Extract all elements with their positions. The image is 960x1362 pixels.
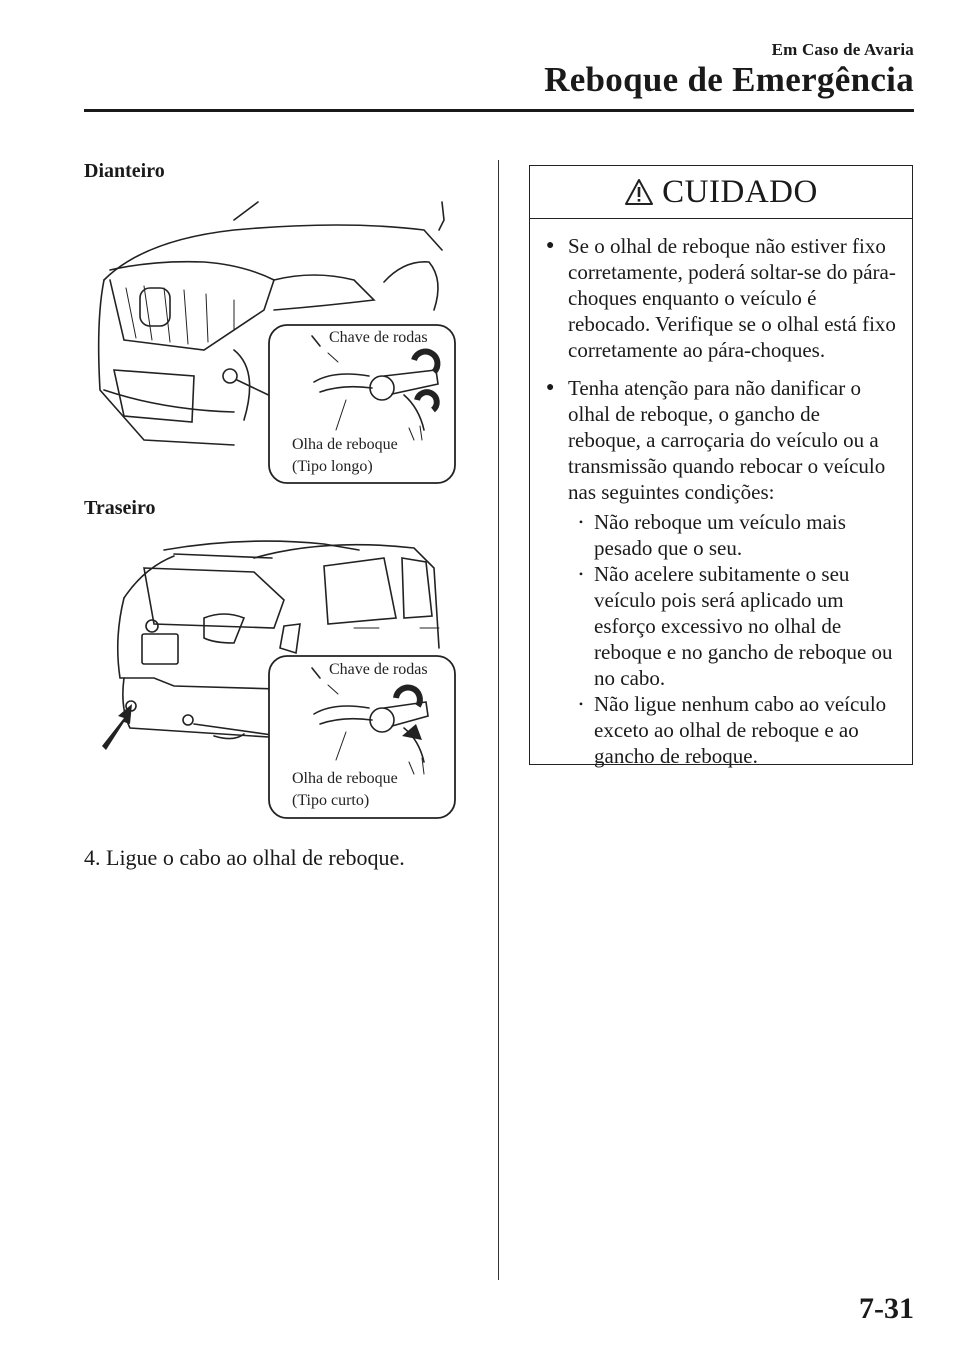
caution-item-text: Tenha atenção para não danificar o olhal de reboque, o gancho de reboque, a carroçaria do veículo ou a transmissão quando rebocar o veículo nas seguintes condições: bbox=[568, 376, 886, 504]
rear-callout-bubble bbox=[269, 656, 455, 818]
caution-title: CUIDADO bbox=[662, 173, 818, 210]
rear-car-illustration bbox=[84, 528, 464, 828]
caution-item bbox=[546, 233, 898, 363]
caution-subitem bbox=[568, 561, 898, 691]
caution-subitem-text: Não acelere subitamente o seu veículo pois será aplicado um esforço excessivo no olhal de reboque e no gancho de reboque ou no cabo. bbox=[594, 562, 893, 690]
chapter-title: Em Caso de Avaria bbox=[771, 40, 914, 59]
caution-subitem bbox=[568, 691, 898, 769]
header-rule bbox=[84, 109, 914, 112]
caution-subitems bbox=[568, 509, 898, 769]
caution-subitem bbox=[568, 509, 898, 561]
front-label: Dianteiro bbox=[84, 160, 165, 182]
rear-label: Traseiro bbox=[84, 497, 156, 519]
sub-bullet-dot: • bbox=[578, 697, 584, 711]
caution-item-text: Se o olhal de reboque não estiver fixo corretamente, poderá soltar-se do pára-choques enquanto o veículo é rebocado. Verifique se o olhal está fixo corretamente ao pára-choques. bbox=[568, 234, 896, 362]
warning-triangle-icon bbox=[624, 178, 654, 206]
caution-subitem-text: Não reboque um veículo mais pesado que o seu. bbox=[594, 510, 846, 560]
page-number: 7-31 bbox=[859, 1292, 914, 1325]
rear-eye-label-2: (Tipo curto) bbox=[292, 792, 370, 809]
front-eye-label-2: (Tipo longo) bbox=[292, 458, 373, 475]
caution-box bbox=[529, 165, 913, 768]
section-title: Reboque de Emergência bbox=[544, 60, 914, 99]
bullet-dot: ● bbox=[546, 238, 555, 253]
caution-body bbox=[530, 219, 912, 769]
arrow-pointer-icon bbox=[102, 704, 132, 750]
front-wrench-label: Chave de rodas bbox=[329, 329, 428, 346]
step-4: 4. Ligue o cabo ao olhal de reboque. bbox=[84, 845, 405, 870]
caution-header bbox=[530, 166, 912, 219]
column-divider bbox=[498, 160, 499, 1280]
sub-bullet-dot: • bbox=[578, 515, 584, 529]
sub-bullet-dot: • bbox=[578, 567, 584, 581]
rear-eye-label-1: Olha de reboque bbox=[292, 770, 398, 787]
caution-subitem-text: Não ligue nenhum cabo ao veículo exceto ao olhal de reboque e ao gancho de reboque. bbox=[594, 692, 887, 768]
front-callout-bubble bbox=[269, 325, 455, 483]
bullet-dot: ● bbox=[546, 380, 555, 395]
caution-item bbox=[546, 375, 898, 505]
front-eye-label-1: Olha de reboque bbox=[292, 436, 398, 453]
front-car-illustration bbox=[84, 190, 464, 490]
rear-wrench-label: Chave de rodas bbox=[329, 661, 428, 678]
